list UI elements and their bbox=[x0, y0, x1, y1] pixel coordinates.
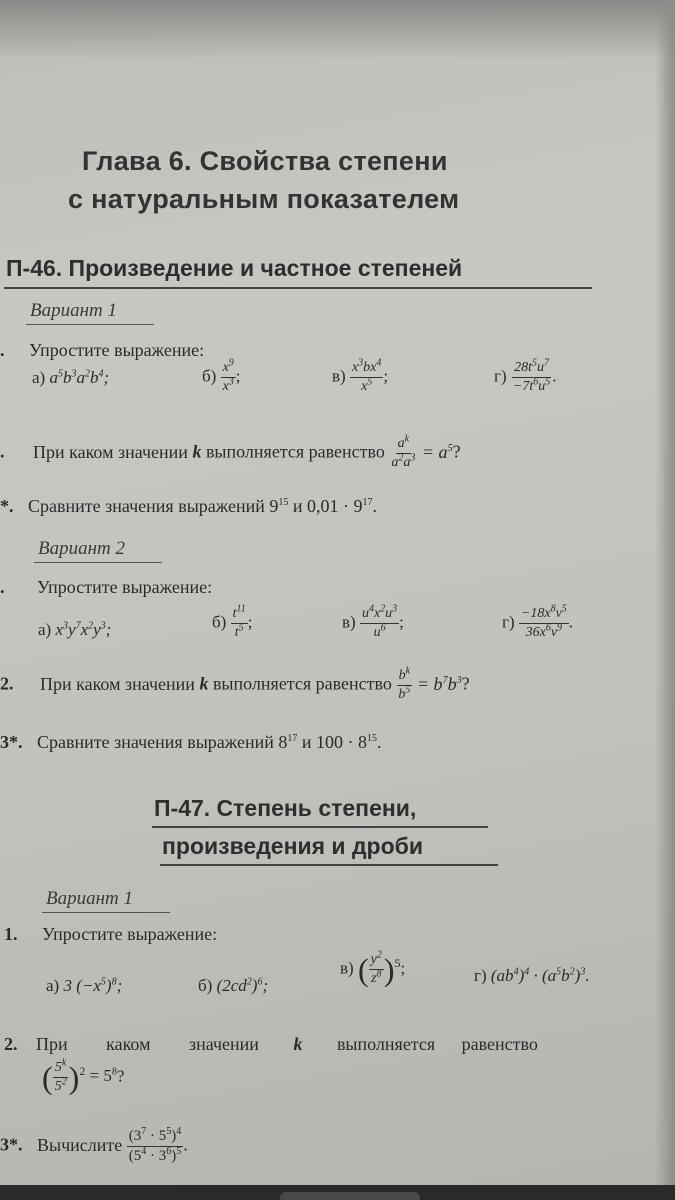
task-number: 2. bbox=[4, 1034, 18, 1054]
task-3-v1: *. Сравните значения выражений $9^{15}$ и $0,01 \cdot 9^{17}$. bbox=[0, 496, 378, 516]
question-mark: ? bbox=[461, 673, 470, 694]
task-text: Упростите выражение: bbox=[29, 340, 205, 360]
coefficient: 100 · bbox=[316, 732, 354, 752]
task-text: Сравните значения выражений bbox=[28, 496, 265, 516]
task-text: Сравните значения выражений bbox=[37, 732, 274, 752]
variable-k: k bbox=[199, 673, 209, 694]
expression: $(ab^4)^4 \cdot (a^5b^2)^3$. bbox=[490, 966, 590, 985]
task-number: 3*. bbox=[0, 732, 23, 752]
item-a bbox=[46, 976, 122, 996]
item-b: б) $\frac{x^9}{x^3}$ ; bbox=[202, 357, 241, 394]
fraction: $\frac{x^3bx^4}{x^5}$ bbox=[351, 357, 382, 394]
fraction: $\frac{28t^5u^7}{-7t^6u^5}$ bbox=[512, 357, 551, 394]
item-label: в) bbox=[342, 612, 356, 632]
item-label: а) bbox=[46, 976, 60, 995]
item-d: г) $\frac{28t^5u^7}{-7t^6u^5}$ . bbox=[494, 357, 557, 394]
task-3-v2: 3*. Сравните значения выражений $8^{17}$ и $100 \cdot 8^{15}$. bbox=[0, 732, 382, 752]
expression: 3 $(-x^5)^8$; bbox=[63, 976, 123, 995]
task-number: 1. bbox=[4, 924, 18, 944]
fraction: $\frac{b^k}{b^5}$ bbox=[398, 665, 411, 702]
task-text: выполняется равенство bbox=[212, 673, 392, 694]
task-3-p47: 3*. Вычислите $\frac{(3^7 \cdot 5^5)^4}{(5^4 \cdot 3^6)^5}$ . bbox=[0, 1126, 188, 1164]
item-label: б) bbox=[212, 612, 227, 632]
chapter-title-line1: Глава 6. Свойства степени bbox=[82, 146, 448, 176]
question-mark: ? bbox=[116, 1066, 125, 1086]
task-2-p47 bbox=[4, 1034, 644, 1055]
top-edge-shadow bbox=[0, 0, 675, 60]
section-title-p47-line2: произведения и дроби bbox=[162, 833, 423, 859]
item-a bbox=[32, 368, 109, 388]
item-label: в) bbox=[332, 366, 346, 386]
item-label: г) bbox=[474, 966, 487, 985]
coefficient: 0,01 · bbox=[307, 496, 350, 516]
fraction: $\frac{y^2}{z^8}$ bbox=[370, 949, 382, 986]
chapter-title-line2: с натуральным показателем bbox=[68, 184, 460, 214]
expression: $x^3y^7x^2y^3$; bbox=[55, 620, 112, 639]
task-text: При каком значении bbox=[33, 441, 188, 462]
word: При bbox=[36, 1034, 68, 1054]
task-number: 2. bbox=[0, 673, 14, 694]
variable-k: k bbox=[293, 1034, 303, 1054]
variant-label: Вариант 1 bbox=[30, 300, 118, 321]
item-c: в) $\frac{x^3bx^4}{x^5}$ ; bbox=[332, 357, 389, 394]
word: выполняется bbox=[336, 1034, 436, 1054]
fraction: $\frac{5^k}{5^2}$ bbox=[54, 1057, 67, 1094]
expression: $a^5b^3a^2b^4$; bbox=[49, 368, 110, 387]
variant-underline bbox=[26, 324, 154, 325]
conjunction: и bbox=[301, 732, 312, 752]
task-1-p47 bbox=[4, 924, 217, 945]
bottom-tab bbox=[280, 1192, 420, 1200]
expression: $(2cd^2)^6$; bbox=[216, 976, 269, 995]
item-label: а) bbox=[38, 620, 52, 639]
task-2-p47-equation: ( $\frac{5^k}{5^2}$ )$^2 = 5^8$? bbox=[42, 1057, 125, 1096]
variant-label: Вариант 2 bbox=[38, 538, 126, 559]
variable-k: k bbox=[192, 441, 202, 462]
fraction: $\frac{a^k}{a^2a^3}$ bbox=[391, 433, 416, 470]
fraction: $\frac{u^4x^2u^3}{u^6}$ bbox=[361, 603, 398, 640]
task-2-v1: . При каком значении k выполняется равенство $\frac{a^k}{a^2a^3}$ = $a^5$? bbox=[0, 433, 461, 470]
variant-label: Вариант 1 bbox=[46, 888, 134, 909]
item-label: б) bbox=[202, 366, 217, 386]
task-1-v1 bbox=[0, 340, 204, 361]
item-d bbox=[474, 966, 590, 986]
task-2-v2: 2. При каком значении k выполняется равенство $\frac{b^k}{b^5}$ = $b^7b^3$? bbox=[0, 665, 470, 702]
section-rule-p47-2 bbox=[160, 864, 498, 866]
fraction: $\frac{x^9}{x^3}$ bbox=[222, 357, 234, 394]
variant-underline bbox=[34, 562, 162, 563]
item-c: в) ( $\frac{y^2}{z^8}$ )$^5$; bbox=[340, 949, 406, 988]
task-text: Вычислите bbox=[37, 1134, 123, 1155]
item-c: в) $\frac{u^4x^2u^3}{u^6}$ ; bbox=[342, 603, 404, 640]
task-number: . bbox=[0, 340, 5, 360]
item-label: а) bbox=[32, 368, 46, 387]
conjunction: и bbox=[292, 496, 303, 516]
item-label: г) bbox=[494, 366, 507, 386]
task-text: При каком значении bbox=[40, 673, 195, 694]
section-title-p47-line1: П-47. Степень степени, bbox=[154, 795, 417, 821]
task-text: выполняется равенство bbox=[205, 441, 385, 462]
fraction: $\frac{(3^7 \cdot 5^5)^4}{(5^4 \cdot 3^6)^5}$ bbox=[128, 1126, 182, 1164]
item-b: б) $\frac{t^{11}}{t^5}$ ; bbox=[212, 603, 253, 640]
fraction: $\frac{-18x^8v^5}{36x^6v^9}$ bbox=[520, 603, 567, 640]
section-title-p46: П-46. Произведение и частное степеней bbox=[6, 255, 463, 281]
section-rule-p46 bbox=[4, 287, 592, 289]
variant-underline bbox=[42, 912, 170, 913]
item-label: г) bbox=[502, 612, 515, 632]
task-number: . bbox=[0, 577, 5, 597]
task-text: Упростите выражение: bbox=[37, 577, 213, 597]
fraction: $\frac{t^{11}}{t^5}$ bbox=[232, 603, 246, 640]
item-a bbox=[38, 620, 111, 640]
question-mark: ? bbox=[452, 441, 461, 462]
word: значении bbox=[188, 1034, 259, 1054]
task-text: Упростите выражение: bbox=[42, 924, 218, 944]
task-number: 3*. bbox=[0, 1134, 23, 1155]
section-rule-p47-1 bbox=[152, 826, 488, 828]
task-1-v2 bbox=[0, 577, 212, 598]
item-b bbox=[198, 976, 268, 996]
item-d: г) $\frac{-18x^8v^5}{36x^6v^9}$ . bbox=[502, 603, 574, 640]
item-label: в) bbox=[340, 958, 354, 978]
item-label: б) bbox=[198, 976, 213, 995]
word: равенство bbox=[461, 1034, 538, 1054]
page-gutter-shadow bbox=[655, 0, 675, 1200]
word: каком bbox=[106, 1034, 151, 1054]
task-number: . bbox=[0, 441, 5, 462]
task-number: *. bbox=[0, 496, 14, 516]
